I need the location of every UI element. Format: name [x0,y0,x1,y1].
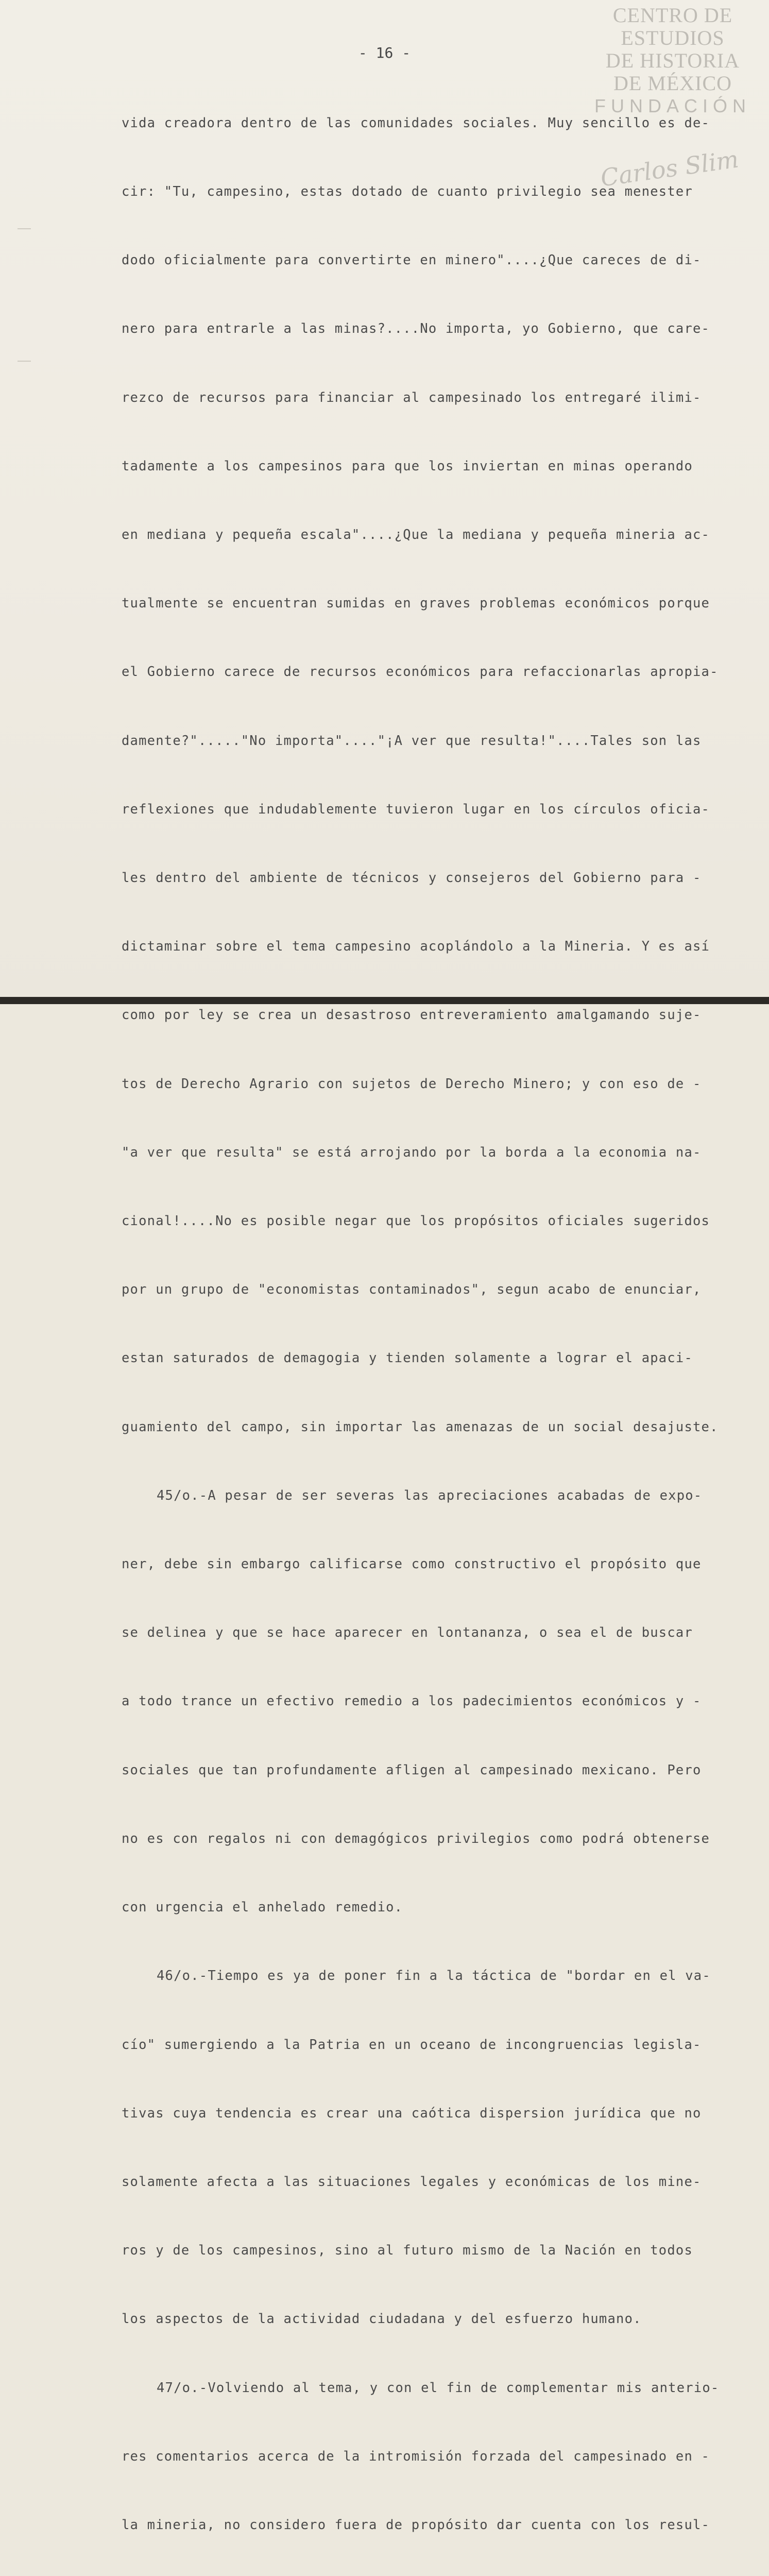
margin-mark [18,361,31,362]
watermark-line: FUNDACIÓN [594,95,751,116]
text-line: dictaminar sobre el tema campesino acoplándolo a la Mineria. Y es así [122,939,710,955]
typewritten-body [122,66,746,2576]
watermark-line: ESTUDIOS [621,26,725,49]
text-line: el Gobierno carece de recursos económicos para refaccionarlas apropia- [122,664,719,680]
text-line: no es con regalos ni con demagógicos privilegios como podrá obtenerse [122,1831,710,1846]
text-line: reflexiones que indudablemente tuvieron lugar en los círculos oficia- [122,801,710,817]
paragraph-start-line: 45/o.-A pesar de ser severas las apreciaciones acabadas de expo- [157,1487,703,1503]
text-line: les dentro del ambiente de técnicos y consejeros del Gobierno para - [122,870,702,886]
text-line: los aspectos de la actividad ciudadana y del esfuerzo humano. [122,2311,642,2327]
text-line: dodo oficialmente para convertirte en minero"....¿Que careces de di- [122,252,702,268]
text-line: cío" sumergiendo a la Patria en un oceano de incongruencias legisla- [122,2037,702,2053]
watermark-signature: Carlos Slim [599,145,741,192]
text-line: damente?"....."No importa"...."¡A ver que resulta!"....Tales son las [122,733,702,749]
text-line: tos de Derecho Agrario con sujetos de Derecho Minero; y con eso de - [122,1076,702,1092]
text-line: tualmente se encuentran sumidas en graves problemas económicos porque [122,596,710,612]
text-line: como por ley se crea un desastroso entreveramiento amalgamando suje- [122,1007,702,1023]
watermark-line: DE HISTORIA [605,49,740,72]
paragraph-start-line: 47/o.-Volviendo al tema, y con el fin de complementar mis anterio- [157,2380,720,2396]
text-line: ner, debe sin embargo calificarse como constructivo el propósito que [122,1556,702,1572]
text-line: tadamente a los campesinos para que los inviertan en minas operando [122,458,693,474]
text-line: cir: "Tu, campesino, estas dotado de cuanto privilegio sea menester [122,184,693,200]
text-line: rezco de recursos para financiar al campesinado los entregaré ilimi- [122,389,702,405]
text-line: cional!....No es posible negar que los propósitos oficiales sugeridos [122,1213,710,1229]
text-line: "a ver que resulta" se está arrojando por la borda a la economia na- [122,1144,702,1160]
text-line: solamente afecta a las situaciones legales y económicas de los mine- [122,2174,702,2190]
text-line: vida creadora dentro de las comunidades sociales. Muy sencillo es de- [122,115,710,131]
text-line: con urgencia el anhelado remedio. [122,1900,403,1916]
text-line: por un grupo de "economistas contaminados", segun acabo de enunciar, [122,1282,702,1298]
watermark-line: CENTRO DE [612,4,733,27]
text-line: en mediana y pequeña escala"....¿Que la mediana y pequeña mineria ac- [122,527,710,543]
text-line: sociales que tan profundamente afligen al campesinado mexicano. Pero [122,1762,702,1778]
text-line: nero para entrarle a las minas?....No importa, yo Gobierno, que care- [122,321,710,337]
page-number: - 16 - [358,44,411,61]
scan-bottom-edge [0,997,769,1004]
text-line: la mineria, no considero fuera de propósito dar cuenta con los resul- [122,2517,710,2533]
text-line: tivas cuya tendencia es crear una caótica dispersion jurídica que no [122,2105,702,2121]
text-line: guamiento del campo, sin importar las amenazas de un social desajuste. [122,1419,719,1435]
text-line: se delinea y que se hace aparecer en lontananza, o sea el de buscar [122,1625,693,1641]
paragraph-start-line: 46/o.-Tiempo es ya de poner fin a la táctica de "bordar en el va- [157,1968,711,1984]
text-line: estan saturados de demagogia y tienden solamente a lograr el apaci- [122,1350,693,1366]
text-line: a todo trance un efectivo remedio a los padecimientos económicos y - [122,1693,702,1709]
text-line: ros y de los campesinos, sino al futuro mismo de la Nación en todos [122,2243,693,2259]
text-line: res comentarios acerca de la intromisión forzada del campesinado en - [122,2448,710,2464]
watermark-line: DE MÉXICO [613,72,732,95]
margin-mark [18,228,31,229]
